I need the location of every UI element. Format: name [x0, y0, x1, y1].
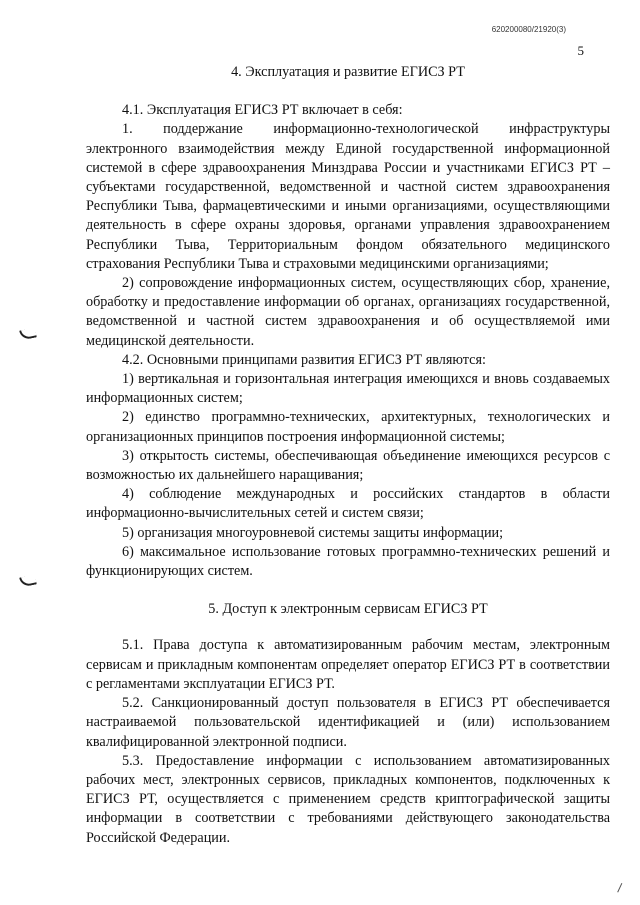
section-5-title: 5. Доступ к электронным сервисам ЕГИСЗ РТ	[208, 601, 488, 618]
paragraph-4-2-item-5: 5) организация многоуровневой системы защиты информации;	[122, 524, 504, 541]
margin-pen-mark	[19, 574, 37, 587]
paragraph-4-1-item-2: 2) сопровождение информационных систем, осуществляющих сбор, хранение, обработку и предоставление информации об органах, организациях государственной, ведомственной и частной систем здравоохранения и об осуществляемой ими медицинской деятельности.	[86, 275, 610, 349]
paragraph-4-2-item-4: 4) соблюдение международных и российских стандартов в области информационно-вычислительных сетей и систем связи;	[86, 486, 610, 522]
paragraph-5-1: 5.1. Права доступа к автоматизированным рабочим местам, электронным сервисам и прикладным компонентам определяет оператор ЕГИСЗ РТ в соответствии с регламентами эксплуатации ЕГИСЗ РТ.	[86, 637, 610, 692]
paragraph-4-2-item-2: 2) единство программно-технических, архитектурных, технологических и организационных принципов построения информационной системы;	[86, 409, 610, 445]
document-code: 620200080/21920(3)	[491, 25, 566, 34]
margin-pen-mark	[19, 327, 37, 340]
page-number: 5	[577, 43, 584, 58]
paragraph-5-2: 5.2. Санкционированный доступ пользователя в ЕГИСЗ РТ обеспечивается настраиваемой пользовательской идентификацией и (или) использованием квалифицированной электронной подписи.	[86, 695, 610, 750]
paragraph-4-1: 4.1. Эксплуатация ЕГИСЗ РТ включает в себя:	[122, 102, 403, 119]
paragraph-4-2-item-3: 3) открытость системы, обеспечивающая объединение имеющихся ресурсов с возможностью их дальнейшего наращивания;	[86, 447, 610, 484]
section-4-title: 4. Эксплуатация и развитие ЕГИСЗ РТ	[231, 64, 465, 80]
paragraph-5-3: 5.3. Предоставление информации с использованием автоматизированных рабочих мест, электронных сервисов, прикладных компонентов, подключенных к ЕГИСЗ РТ, осуществляется с применением средств криптографической защиты информации в соответствии с требованиями действующего законодательства Российской Федерации.	[86, 752, 610, 846]
document-body	[86, 63, 610, 848]
paragraph-4-1-item-1: 1. поддержание информационно-технологической инфраструктуры электронного взаимодействия между Единой государственной информационной системой в сфере здравоохранения Минздрава России и участниками ЕГИСЗ РТ – субъектами государственной, ведомственной и частной систем здравоохранения Республики Тыва, фармацевтическими и иными организациями, осуществляющими деятельность в сфере охраны здоровья, органами управления здравоохранением Республики Тыва, Территориальным фондом обязательного медицинского страхования Республики Тыва и страховыми медицинскими организациями;	[86, 121, 610, 272]
margin-pen-mark	[617, 883, 628, 895]
paragraph-4-2-item-6: 6) максимальное использование готовых программно-технических решений и функционирующих систем.	[86, 543, 610, 580]
paragraph-4-2-item-1: 1) вертикальная и горизонтальная интеграция имеющихся и вновь создаваемых информационных систем;	[86, 371, 610, 407]
paragraph-4-2: 4.2. Основными принципами развития ЕГИСЗ РТ являются:	[122, 351, 486, 368]
